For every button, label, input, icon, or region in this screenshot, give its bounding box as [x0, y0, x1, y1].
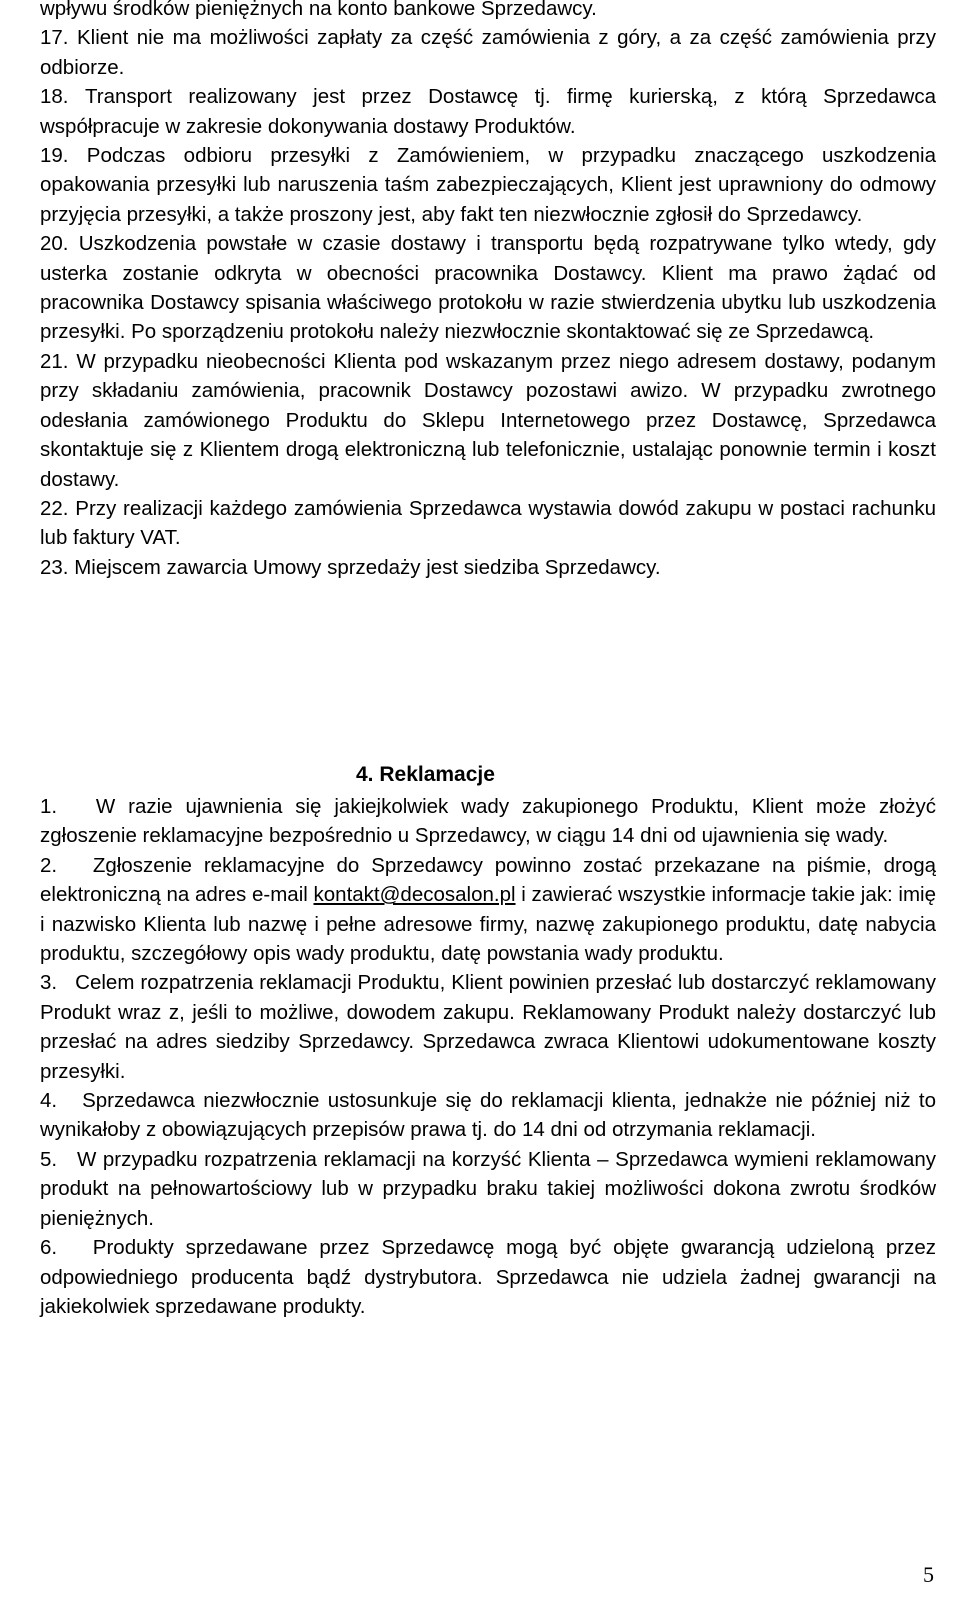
list-item-text: W przypadku rozpatrzenia reklamacji na korzyść Klienta – Sprzedawca wymieni reklamowany produkt na pełnowartościowy lub w przypadku braku takiej możliwości dokona zwrotu środków pieniężnych. — [40, 1147, 936, 1230]
section-heading: 4. Reklamacje — [356, 763, 495, 786]
list-item-number: 6. — [40, 1236, 58, 1260]
list-item-18 — [40, 82, 936, 141]
list-item-number: 1. — [40, 795, 58, 818]
list-item-2 — [40, 851, 936, 969]
list-item-text: Klient nie ma możliwości zapłaty za część zamówienia z góry, a za część zamówienia przy odbiorze. — [40, 26, 936, 79]
list-item-5 — [40, 1145, 936, 1233]
page-number: 5 — [923, 1562, 934, 1587]
list-item-22 — [40, 494, 936, 553]
list-item-number: 20. — [40, 232, 69, 256]
list-item-23 — [40, 553, 936, 582]
delivery-terms-list — [40, 0, 936, 582]
list-item-continuation — [40, 0, 936, 23]
list-item-text: Uszkodzenia powstałe w czasie dostawy i transportu będą rozpatrywane tylko wtedy, gdy usterka zostanie odkryta w obecności pracownika Dostawcy. Klient ma prawo żądać od pracownika Dostawcy spisania właściwego protokołu w razie stwierdzenia ubytku lub uszkodzenia przesyłki. Po sporządzeniu protokołu należy niezwłocznie skontaktować się ze Sprzedawcą. — [40, 232, 936, 344]
list-item-text: Produkty sprzedawane przez Sprzedawcę mogą być objęte gwarancją udzieloną przez odpowiedniego producenta bądź dystrybutora. Sprzedawca nie udziela żadnej gwarancji na jakiekolwiek sprzedawane produkty. — [40, 1236, 936, 1318]
list-item-20 — [40, 229, 936, 347]
list-item-text: Sprzedawca niezwłocznie ustosunkuje się do reklamacji klienta, jednakże nie później niż to wynikałoby z obowiązujących przepisów prawa tj. do 14 dni od otrzymania reklamacji. — [40, 1089, 936, 1142]
list-item-number: 23. — [40, 555, 69, 579]
list-item-text: W przypadku nieobecności Klienta pod wskazanym przez niego adresem dostawy, podanym przy składaniu zamówienia, pracownik Dostawcy pozostawi awizo. W przypadku zwrotnego odesłania zamówionego Produktu do Sklepu Internetowego przez Dostawcę, Sprzedawca skontaktuje się z Klientem drogą elektroniczną lub telefonicznie, ustalając ponownie termin i koszt dostawy. — [40, 349, 936, 491]
list-item-number: 22. — [40, 496, 69, 520]
list-item-text: Podczas odbioru przesyłki z Zamówieniem, w przypadku znaczącego uszkodzenia opakowania przesyłki lub naruszenia taśm zabezpieczających, Klient jest uprawniony do odmowy przyjęcia przesyłki, a także proszony jest, aby fakt ten niezwłocznie zgłosił do Sprzedawcy. — [40, 144, 936, 226]
list-item-text: W razie ujawnienia się jakiejkolwiek wady zakupionego Produktu, Klient może złożyć zgłoszenie reklamacyjne bezpośrednio u Sprzedawcy, w ciągu 14 dni od ujawnienia się wady. — [40, 795, 937, 848]
list-item-number: 21. — [40, 349, 69, 373]
list-item-number: 4. — [40, 1089, 58, 1113]
email-link[interactable]: kontakt@decosalon.pl — [313, 883, 516, 907]
list-item-1 — [40, 792, 936, 851]
list-item-number: 2. — [40, 853, 58, 877]
list-item-number: 5. — [40, 1147, 58, 1171]
list-item-text: Miejscem zawarcia Umowy sprzedaży jest siedziba Sprzedawcy. — [74, 555, 661, 579]
list-item-21 — [40, 347, 936, 494]
list-item-number: 3. — [40, 971, 58, 995]
complaints-list — [40, 792, 936, 1321]
list-item-4 — [40, 1086, 936, 1145]
list-item-text: Transport realizowany jest przez Dostawcę tj. firmę kurierską, z którą Sprzedawca współpracuje w zakresie dokonywania dostawy Produktów. — [40, 85, 936, 138]
list-item-text: Przy realizacji każdego zamówienia Sprzedawca wystawia dowód zakupu w postaci rachunku lub faktury VAT. — [40, 496, 936, 550]
list-item-number: 17. — [40, 26, 69, 50]
list-item-19 — [40, 141, 936, 229]
list-item-text: Zgłoszenie reklamacyjne do Sprzedawcy powinno zostać przekazane na piśmie, drogą elektroniczną na adres e-mail — [40, 853, 937, 907]
list-item-6 — [40, 1233, 936, 1321]
list-item-text: i zawierać wszystkie informacje takie jak: imię i nazwisko Klienta lub nazwę i pełne adresowe firmy, nazwę zakupionego produktu, datę nabycia produktu, szczegółowy opis wady produktu, datę powstania wady produktu. — [40, 883, 936, 966]
list-item-17 — [40, 23, 936, 82]
list-item-text: Celem rozpatrzenia reklamacji Produktu, Klient powinien przesłać lub dostarczyć reklamowany Produkt wraz z, jeśli to możliwe, dowodem zakupu. Reklamowany Produkt należy dostarczyć lub przesłać na adres siedziby Sprzedawcy. Sprzedawca zwraca Klientowi udokumentowane koszty przesyłki. — [40, 971, 936, 1083]
list-item-text: wpływu środków pieniężnych na konto bankowe Sprzedawcy. — [40, 0, 597, 20]
list-item-3 — [40, 968, 936, 1086]
list-item-number: 18. — [40, 85, 69, 109]
list-item-number: 19. — [40, 144, 69, 168]
